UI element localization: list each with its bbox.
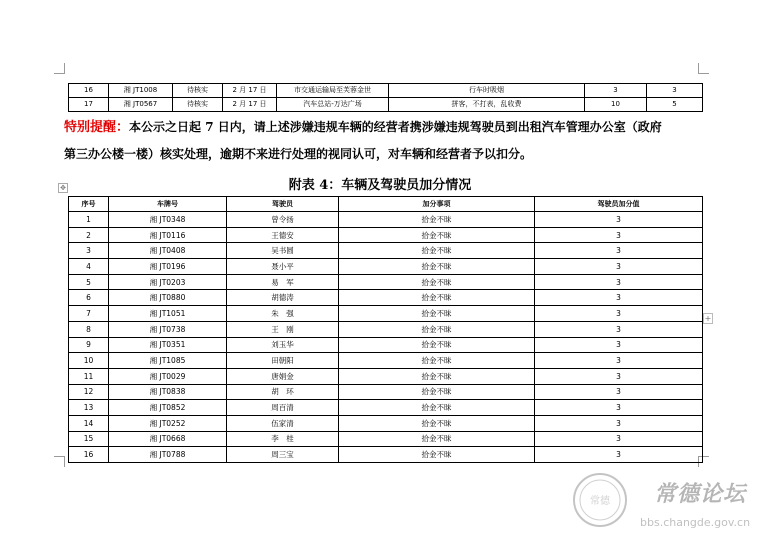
table-cell: 湘 JT0196 (109, 259, 227, 275)
watermark-text: 常德论坛 (654, 481, 747, 507)
table-row (69, 353, 703, 369)
table-cell: 3 (535, 274, 703, 290)
table-cell: 6 (69, 290, 109, 306)
table-cell: 待核实 (173, 98, 223, 112)
table-cell: 湘 JT0252 (109, 415, 227, 431)
table-cell: 胡 环 (227, 384, 339, 400)
table-cell: 湘 JT0738 (109, 321, 227, 337)
table-row (69, 415, 703, 431)
table-row (69, 337, 703, 353)
table-cell: 10 (585, 98, 647, 112)
table-cell: 周百清 (227, 400, 339, 416)
table-cell: 3 (535, 212, 703, 228)
table-row (69, 447, 703, 463)
column-header: 车牌号 (109, 197, 227, 212)
table-cell: 17 (69, 98, 109, 112)
notice-text-1: 本公示之日起 7 日内，请上述涉嫌违规车辆的经营者携涉嫌违规驾驶员到出租汽车管理办公室（政府 (129, 120, 662, 134)
table-cell: 湘 JT0029 (109, 368, 227, 384)
table-cell: 待核实 (173, 84, 223, 98)
table-cell: 3 (647, 84, 703, 98)
table-row (69, 306, 703, 322)
table-cell: 9 (69, 337, 109, 353)
table-cell: 3 (585, 84, 647, 98)
column-header: 加分事项 (339, 197, 535, 212)
table-cell: 吴书圆 (227, 243, 339, 259)
table-row (69, 321, 703, 337)
table-cell: 王 刚 (227, 321, 339, 337)
table-cell: 2 月 17 日 (223, 84, 277, 98)
table-cell: 拾金不昧 (339, 306, 535, 322)
table-cell: 拼客，不打表，乱收费 (389, 98, 585, 112)
table-cell: 曾令扬 (227, 212, 339, 228)
table-cell: 3 (535, 243, 703, 259)
table-cell: 湘 JT0351 (109, 337, 227, 353)
table-cell: 湘 JT1008 (109, 84, 173, 98)
table-cell: 拾金不昧 (339, 384, 535, 400)
table-cell: 1 (69, 212, 109, 228)
table-row (69, 259, 703, 275)
table-cell: 13 (69, 400, 109, 416)
notice-line-1 (64, 119, 704, 136)
table-cell: 3 (535, 259, 703, 275)
table-cell: 拾金不昧 (339, 290, 535, 306)
table-cell: 湘 JT0852 (109, 400, 227, 416)
table-row (69, 274, 703, 290)
table-header-row (69, 197, 703, 212)
table-cell: 李 桂 (227, 431, 339, 447)
table-cell: 14 (69, 415, 109, 431)
table-cell: 湘 JT0880 (109, 290, 227, 306)
table-cell: 湘 JT0567 (109, 98, 173, 112)
crop-mark-top-left (54, 63, 65, 74)
watermark-url: bbs.changde.gov.cn (640, 516, 751, 529)
table-cell: 3 (535, 400, 703, 416)
column-header: 驾驶员 (227, 197, 339, 212)
table-row (69, 368, 703, 384)
table-cell: 3 (535, 368, 703, 384)
table-cell: 拾金不昧 (339, 259, 535, 275)
notice-label: 特别提醒： (64, 120, 130, 135)
svg-text:常德: 常德 (590, 496, 610, 507)
table-cell: 拾金不昧 (339, 415, 535, 431)
table-cell: 朱 强 (227, 306, 339, 322)
table-row (69, 212, 703, 228)
table-cell: 5 (647, 98, 703, 112)
table-cell: 3 (535, 321, 703, 337)
table-cell: 3 (535, 227, 703, 243)
violation-row (69, 84, 703, 98)
table-cell: 王德安 (227, 227, 339, 243)
table-row (69, 384, 703, 400)
table-cell: 3 (535, 447, 703, 463)
crop-mark-top-right (698, 63, 709, 74)
table-cell: 拾金不昧 (339, 368, 535, 384)
table-cell: 拾金不昧 (339, 447, 535, 463)
table-cell: 5 (69, 274, 109, 290)
plus-icon[interactable]: + (704, 314, 712, 323)
table-cell: 15 (69, 431, 109, 447)
bonus-points-table (68, 196, 703, 463)
table-cell: 3 (535, 384, 703, 400)
table-cell: 3 (535, 337, 703, 353)
table-cell: 湘 JT1085 (109, 353, 227, 369)
table-cell: 唐娟金 (227, 368, 339, 384)
table-cell: 3 (535, 306, 703, 322)
table-cell: 10 (69, 353, 109, 369)
table-cell: 湘 JT0788 (109, 447, 227, 463)
table-cell: 湘 JT0408 (109, 243, 227, 259)
table-cell: 拾金不昧 (339, 227, 535, 243)
column-header: 驾驶员加分值 (535, 197, 703, 212)
table-cell: 4 (69, 259, 109, 275)
table-cell: 胡德涛 (227, 290, 339, 306)
table-cell: 刘玉华 (227, 337, 339, 353)
table-title: 附表 4：车辆及驾驶员加分情况 (288, 178, 472, 193)
table-cell: 拾金不昧 (339, 321, 535, 337)
table-cell: 拾金不昧 (339, 400, 535, 416)
table-cell: 伍家清 (227, 415, 339, 431)
table-cell: 2 月 17 日 (223, 98, 277, 112)
table-cell: 拾金不昧 (339, 212, 535, 228)
notice-line-2: 第三办公楼一楼）核实处理，逾期不来进行处理的视同认可，对车辆和经营者予以扣分。 (64, 147, 533, 161)
table-cell: 湘 JT0838 (109, 384, 227, 400)
table-row (69, 400, 703, 416)
table-cell: 周三宝 (227, 447, 339, 463)
table-cell: 易 军 (227, 274, 339, 290)
table-cell: 湘 JT0116 (109, 227, 227, 243)
table-cell: 2 (69, 227, 109, 243)
table-cell: 16 (69, 84, 109, 98)
move-handle-icon[interactable]: ✥ (58, 183, 68, 193)
violation-table-continued (68, 83, 703, 112)
table-cell: 拾金不昧 (339, 431, 535, 447)
table-row (69, 431, 703, 447)
table-cell: 16 (69, 447, 109, 463)
table-cell: 湘 JT0203 (109, 274, 227, 290)
table-cell: 拾金不昧 (339, 337, 535, 353)
table-cell: 11 (69, 368, 109, 384)
table-cell: 3 (535, 290, 703, 306)
table-cell: 3 (535, 415, 703, 431)
table-cell: 聂小平 (227, 259, 339, 275)
table-cell: 拾金不昧 (339, 243, 535, 259)
table-cell: 7 (69, 306, 109, 322)
table-row (69, 227, 703, 243)
table-row (69, 243, 703, 259)
crop-mark-bottom-left (54, 456, 65, 467)
table-cell: 湘 JT0348 (109, 212, 227, 228)
table-cell: 拾金不昧 (339, 274, 535, 290)
violation-row (69, 98, 703, 112)
table-row (69, 290, 703, 306)
table-cell: 市交通运输局至芙蓉金世 (277, 84, 389, 98)
table-cell: 汽车总站-万达广场 (277, 98, 389, 112)
table-cell: 3 (535, 353, 703, 369)
table-cell: 湘 JT0668 (109, 431, 227, 447)
table-cell: 湘 JT1051 (109, 306, 227, 322)
table-cell: 8 (69, 321, 109, 337)
table-cell: 12 (69, 384, 109, 400)
table-cell: 3 (535, 431, 703, 447)
table-cell: 拾金不昧 (339, 353, 535, 369)
table-cell: 3 (69, 243, 109, 259)
table-cell: 行车时吸烟 (389, 84, 585, 98)
column-header: 序号 (69, 197, 109, 212)
table-cell: 田朝阳 (227, 353, 339, 369)
